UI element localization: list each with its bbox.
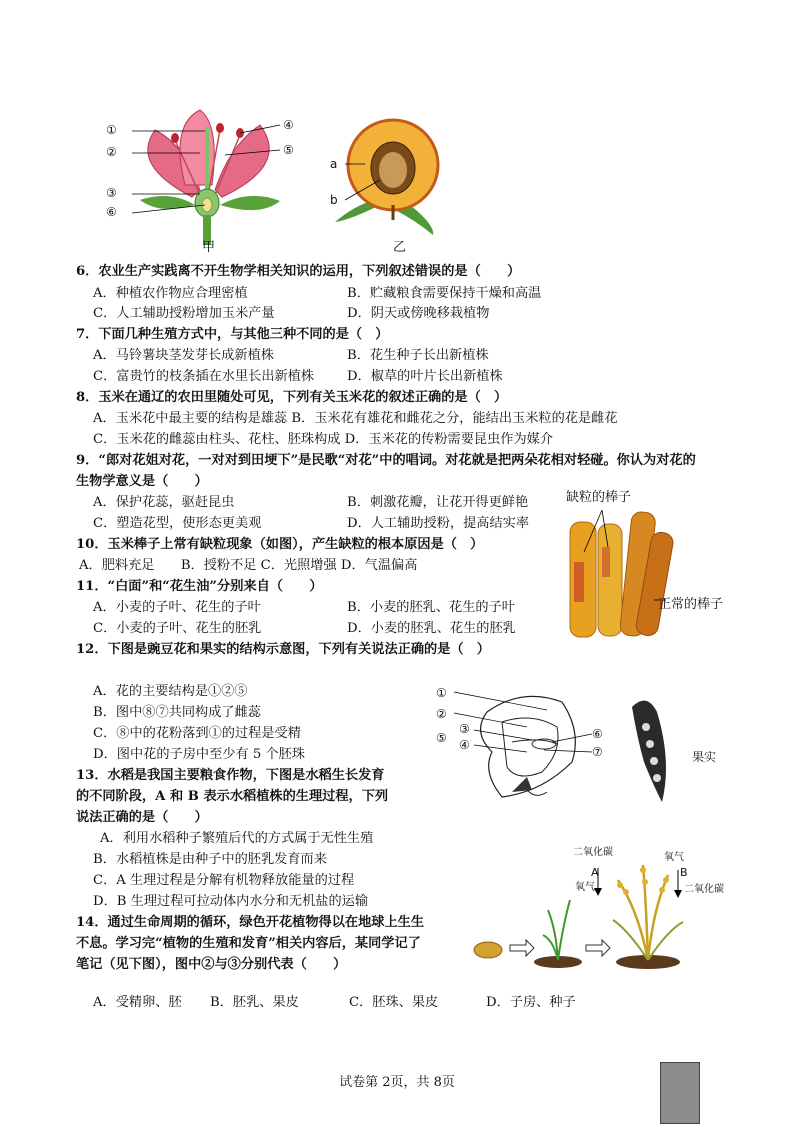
q9-option-d[interactable]: D．人工辅助授粉，提高结实率 <box>347 516 530 531</box>
q13-stem-line1: 13．水稻是我国主要粮食作物，下图是水稻生长发育 <box>76 768 385 783</box>
corn-diagram <box>566 502 736 642</box>
q8-options-ab[interactable]: A．玉米花中最主要的结构是雄蕊 B．玉米花有雄花和雌花之分，能结出玉米粒的花是雌花 <box>93 411 618 426</box>
pea-label-5: ⑤ <box>436 731 447 745</box>
pea-label-7: ⑦ <box>592 745 603 759</box>
q11-option-b[interactable]: B．小麦的胚乳、花生的子叶 <box>347 600 515 615</box>
q11-stem: 11．“白面”和“花生油”分别来自（ ） <box>76 579 323 594</box>
pea-label-2: ② <box>436 707 447 721</box>
pea-label-3: ③ <box>459 722 470 736</box>
pea-label-1: ① <box>436 686 447 700</box>
flower-caption: 甲 <box>202 240 216 255</box>
q14-option-a[interactable]: A．受精卵、胚 <box>93 995 182 1010</box>
q13-option-d[interactable]: D．B 生理过程可拉动体内水分和无机盐的运输 <box>93 894 369 909</box>
pea-label-4: ④ <box>459 738 470 752</box>
peach-diagram <box>325 110 445 235</box>
peach-label-a: a <box>330 157 338 171</box>
q6-stem: 6．农业生产实践离不开生物学相关知识的运用，下列叙述错误的是（ ） <box>76 264 521 279</box>
rice-right-o2: 氧气 <box>664 852 684 863</box>
rice-left-co2: 二氧化碳 <box>573 847 613 858</box>
q7-option-c[interactable]: C．富贵竹的枝条插在水里长出新植株 <box>93 369 315 384</box>
q12-stem: 12．下图是豌豆花和果实的结构示意图，下列有关说法正确的是（ ） <box>76 642 490 657</box>
q9-option-c[interactable]: C．塑造花型，使形态更美观 <box>93 516 262 531</box>
flower-label-1: ① <box>106 123 117 137</box>
flower-label-5: ⑤ <box>283 143 294 157</box>
flower-label-3: ③ <box>106 186 117 200</box>
q7-option-b[interactable]: B．花生种子长出新植株 <box>347 348 489 363</box>
q13-stem-line3: 说法正确的是（ ） <box>76 810 208 825</box>
pea-flower-diagram <box>432 682 722 807</box>
page-corner-block <box>660 1062 700 1124</box>
q7-stem: 7．下面几种生殖方式中，与其他三种不同的是（ ） <box>76 327 389 342</box>
flower-sepal-right <box>220 196 280 210</box>
q13-stem-line2: 的不同阶段，A 和 B 表示水稻植株的生理过程，下列 <box>76 789 389 804</box>
rice-growth-diagram <box>468 840 738 975</box>
corn-normal-label: 正常的棒子 <box>658 597 724 612</box>
q11-option-a[interactable]: A．小麦的子叶、花生的子叶 <box>93 600 261 615</box>
pea-fruit-label: 果实 <box>692 750 717 764</box>
q9-option-b[interactable]: B．刺激花瓣，让花开得更鲜艳 <box>347 495 529 510</box>
rice-right-co2: 二氧化碳 <box>684 884 724 895</box>
q14-stem-line3: 笔记（见下图），图中②与③分别代表（ ） <box>76 957 347 972</box>
q7-option-a[interactable]: A．马铃薯块茎发芽长成新植株 <box>93 348 274 363</box>
q13-option-c[interactable]: C．A 生理过程是分解有机物释放能量的过程 <box>93 873 355 888</box>
q6-option-d[interactable]: D．阴天或傍晚移栽植物 <box>347 306 490 321</box>
q14-option-b[interactable]: B．胚乳、果皮 <box>210 995 299 1010</box>
q10-options[interactable]: A．肥料充足 B．授粉不足 C．光照增强 D．气温偏高 <box>79 558 418 573</box>
q13-option-b[interactable]: B．水稻植株是由种子中的胚乳发育而来 <box>93 852 327 867</box>
q14-stem-line1: 14．通过生命周期的循环，绿色开花植物得以在地球上生生 <box>76 915 425 930</box>
q12-option-d[interactable]: D．图中花的子房中至少有 5 个胚珠 <box>93 747 305 762</box>
q13-option-a[interactable]: A．利用水稻种子繁殖后代的方式属于无性生殖 <box>100 831 374 846</box>
corn-missing-label: 缺粒的棒子 <box>566 490 632 505</box>
q8-stem: 8．玉米在通辽的农田里随处可见，下列有关玉米花的叙述正确的是（ ） <box>76 390 508 405</box>
q14-stem-line2: 不息。学习完“植物的生殖和发育”相关内容后，某同学记了 <box>76 936 421 951</box>
q10-stem: 10．玉米棒子上常有缺粒现象（如图），产生缺粒的根本原因是（ ） <box>76 537 484 552</box>
q12-option-c[interactable]: C．⑧中的花粉落到①的过程是受精 <box>93 726 301 741</box>
q11-option-d[interactable]: D．小麦的胚乳、花生的胚乳 <box>347 621 516 636</box>
flower-petal-back <box>180 110 214 185</box>
q14-option-d[interactable]: D．子房、种子 <box>486 995 576 1010</box>
rice-label-B: B <box>680 866 688 879</box>
q12-option-b[interactable]: B．图中⑧⑦共同构成了雌蕊 <box>93 705 261 720</box>
q9-stem-line1: 9．“郎对花姐对花，一对对到田埂下”是民歌“对花”中的唱词。对花就是把两朵花相对轻碰。你认为对花的 <box>76 453 696 468</box>
q9-stem-line2: 生物学意义是（ ） <box>76 474 208 489</box>
flower-label-4: ④ <box>283 118 294 132</box>
q8-options-cd[interactable]: C．玉米花的雌蕊由柱头、花柱、胚珠构成 D．玉米花的传粉需要昆虫作为媒介 <box>93 432 554 447</box>
q6-option-b[interactable]: B．贮藏粮食需要保持干燥和高温 <box>347 286 542 301</box>
q9-option-a[interactable]: A．保护花蕊，驱赶昆虫 <box>93 495 235 510</box>
q14-option-c[interactable]: C．胚珠、果皮 <box>349 995 439 1010</box>
q6-option-c[interactable]: C．人工辅助授粉增加玉米产量 <box>93 306 275 321</box>
rice-left-o2: 氧气 <box>575 882 595 893</box>
flower-label-6: ⑥ <box>106 205 117 219</box>
page-footer: 试卷第 2页，共 8页 <box>339 1075 455 1090</box>
q7-option-d[interactable]: D．椒草的叶片长出新植株 <box>347 369 503 384</box>
q6-option-a[interactable]: A．种植农作物应合理密植 <box>93 286 248 301</box>
q12-option-a[interactable]: A．花的主要结构是①②⑤ <box>93 684 248 699</box>
q11-option-c[interactable]: C．小麦的子叶、花生的胚乳 <box>93 621 262 636</box>
peach-caption: 乙 <box>393 240 407 255</box>
rice-label-A: A <box>591 866 599 879</box>
pea-label-6: ⑥ <box>592 727 603 741</box>
peach-label-b: b <box>330 193 338 207</box>
flower-label-2: ② <box>106 145 117 159</box>
